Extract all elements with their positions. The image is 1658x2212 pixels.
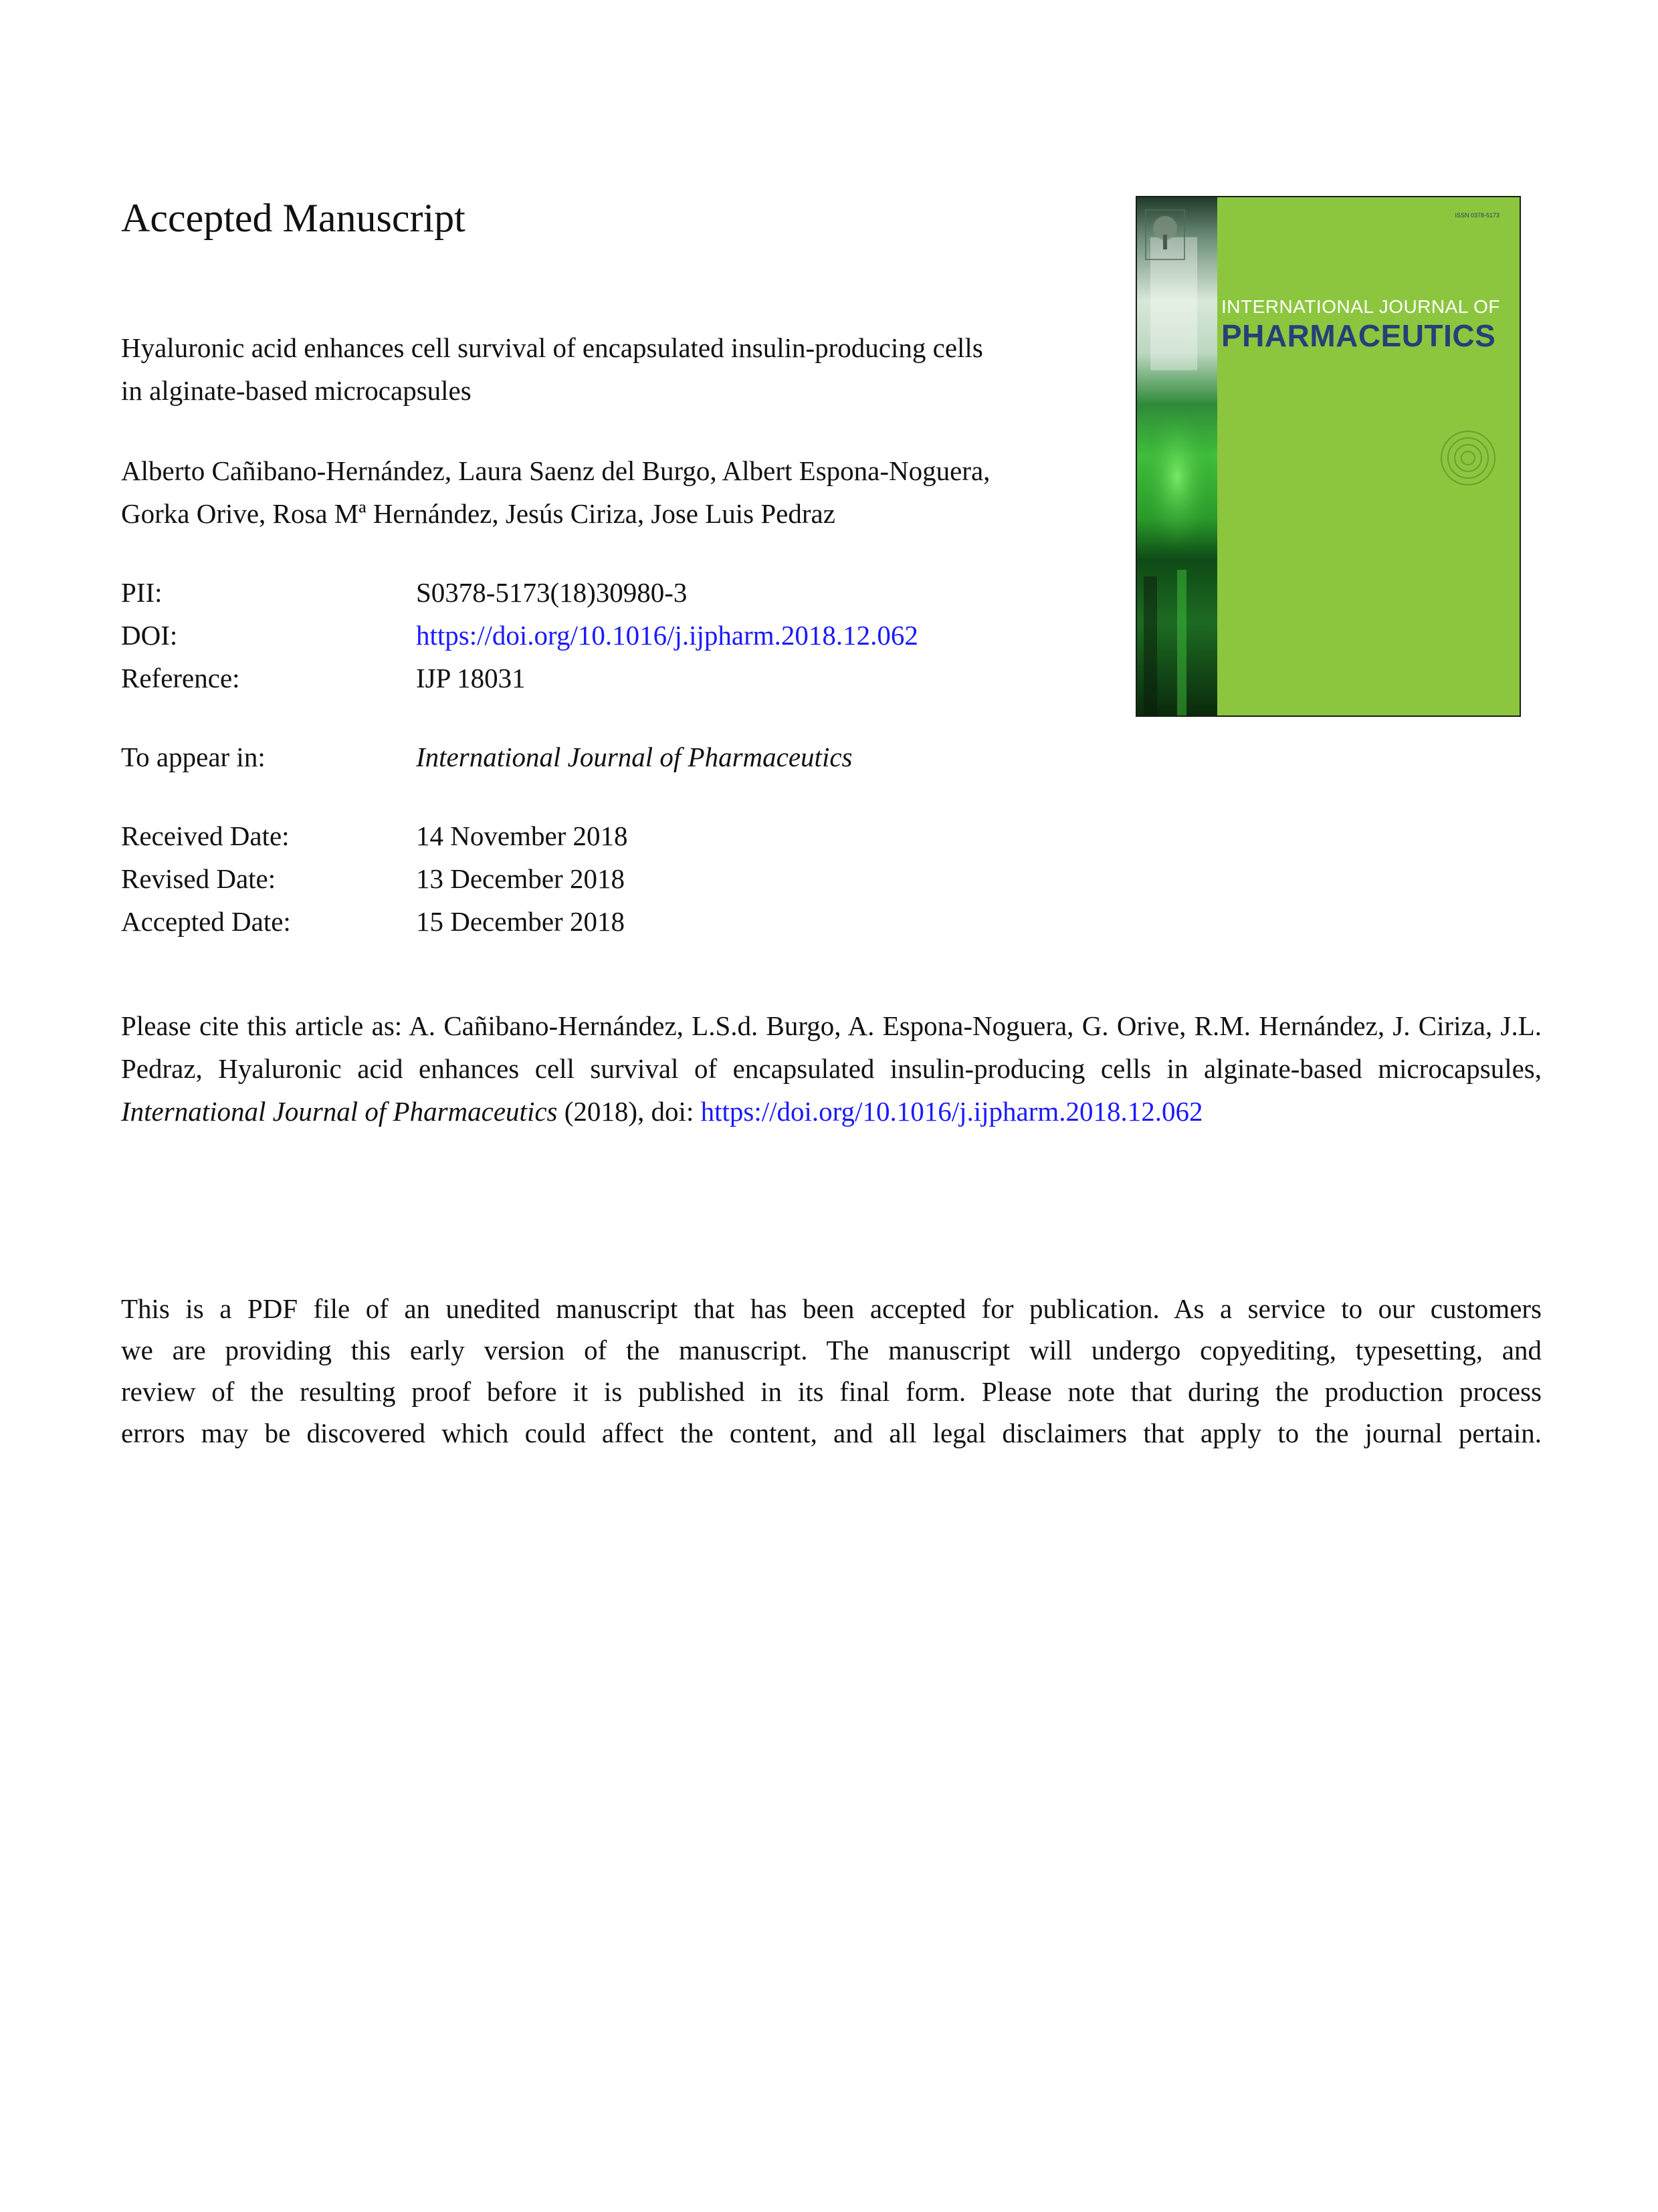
meta-pii [121, 571, 687, 614]
authors-line: Alberto Cañibano-Hernández, Laura Saenz del Burgo, Albert Espona-Noguera, [121, 455, 991, 486]
meta-doi [121, 614, 918, 657]
journal-cover [1136, 196, 1521, 717]
article-title-line: in alginate-based microcapsules [121, 375, 472, 406]
accepted-label: Accepted Date: [121, 906, 291, 937]
article-title [121, 326, 1111, 412]
article-title-line: Hyaluronic acid enhances cell survival of encapsulated insulin-producing cells [121, 332, 983, 363]
received-value: 14 November 2018 [416, 820, 628, 851]
meta-revised [121, 857, 625, 900]
page-heading: Accepted Manuscript [121, 196, 465, 240]
doi-link[interactable]: https://doi.org/10.1016/j.ijpharm.2018.12.062 [416, 620, 918, 651]
citation-prefix: Please cite this article as: A. Cañibano-Hernández, L.S.d. Burgo, A. Espona-Noguera, G. Orive, R.M. Hernández, J. Ciriza, J.L. Pedraz, Hyaluronic acid enhances cell survival of encapsulated insulin-producing cells in alginate-based microcapsules, [121, 1010, 1542, 1084]
swirl-logo-icon [1438, 428, 1498, 488]
citation-paragraph [121, 1004, 1542, 1133]
cover-issn: ISSN 0378-5173 [1455, 212, 1499, 219]
revised-label: Revised Date: [121, 863, 276, 894]
meta-accepted [121, 900, 625, 943]
authors-line: Gorka Orive, Rosa Mª Hernández, Jesús Ciriza, Jose Luis Pedraz [121, 498, 835, 529]
meta-to-appear [121, 736, 853, 778]
accepted-value: 15 December 2018 [416, 906, 625, 937]
appear-label: To appear in: [121, 742, 266, 772]
cover-journal-line1: INTERNATIONAL JOURNAL OF [1221, 296, 1501, 317]
disclaimer-paragraph [121, 1288, 1542, 1454]
received-label: Received Date: [121, 820, 290, 851]
cover-photo-image [1137, 197, 1217, 715]
citation-journal: International Journal of Pharmaceutics [121, 1096, 558, 1127]
doi-label: DOI: [121, 620, 178, 651]
citation-middle: (2018), doi: [557, 1096, 701, 1127]
appear-value: International Journal of Pharmaceutics [416, 742, 853, 772]
reference-label: Reference: [121, 663, 240, 693]
disclaimer-line: we are providing this early version of the manuscript. The manuscript will undergo copyediting, typesetting, and [121, 1335, 1542, 1365]
revised-value: 13 December 2018 [416, 863, 625, 894]
disclaimer-line: This is a PDF file of an unedited manuscript that has been accepted for publication. As a service to our customers [121, 1293, 1542, 1324]
publisher-tree-logo-icon [1145, 209, 1185, 260]
citation-doi-link[interactable]: https://doi.org/10.1016/j.ijpharm.2018.12.062 [700, 1096, 1203, 1127]
meta-reference [121, 657, 526, 699]
reference-value: IJP 18031 [416, 663, 526, 693]
pii-value: S0378-5173(18)30980-3 [416, 577, 688, 608]
cover-journal-line2: PHARMACEUTICS [1221, 318, 1496, 353]
disclaimer-line: review of the resulting proof before it is published in its final form. Please note that during the production process [121, 1376, 1542, 1407]
article-authors [121, 449, 1111, 535]
meta-received [121, 814, 628, 857]
disclaimer-line: errors may be discovered which could affect the content, and all legal disclaimers that apply to the journal pertain. [121, 1418, 1542, 1448]
pii-label: PII: [121, 577, 163, 608]
